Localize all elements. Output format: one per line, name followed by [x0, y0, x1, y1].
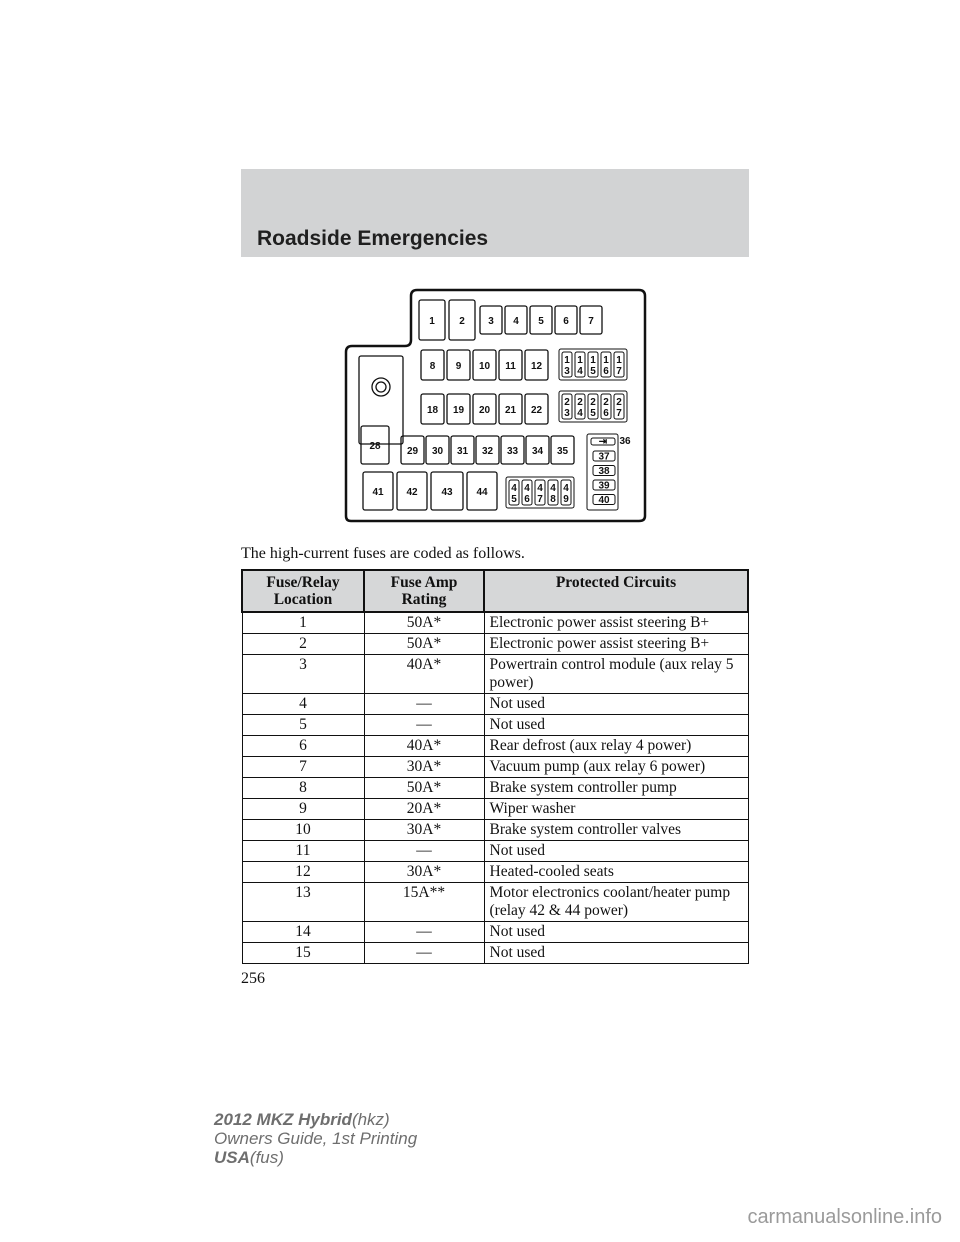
fuse-table — [241, 569, 749, 964]
cell-location: 2 — [242, 634, 364, 655]
cell-circuits: Not used — [484, 715, 748, 736]
mini-fuse-label: 2 — [577, 397, 583, 408]
cell-rating: 30A* — [364, 862, 484, 883]
table-row — [242, 841, 748, 862]
fuse-label: 33 — [506, 446, 519, 457]
fuse-label: 35 — [556, 446, 569, 457]
fuse-label: 19 — [452, 405, 465, 416]
table-row — [242, 655, 748, 694]
cell-location: 4 — [242, 694, 364, 715]
fuse-label: 43 — [441, 487, 453, 498]
mini-fuse-label: 6 — [603, 366, 609, 377]
cell-rating: — — [364, 943, 484, 964]
cell-circuits: Electronic power assist steering B+ — [484, 634, 748, 655]
mini-fuse-label: 2 — [564, 397, 570, 408]
cell-circuits: Wiper washer — [484, 799, 748, 820]
page-number: 256 — [241, 970, 265, 987]
mini-fuse-label: 1 — [603, 355, 609, 366]
cell-rating: 40A* — [364, 655, 484, 694]
fuse-label: 29 — [406, 446, 419, 457]
fuse-label: 11 — [505, 361, 516, 372]
table-row — [242, 862, 748, 883]
cell-circuits: Not used — [484, 922, 748, 943]
cell-location: 1 — [242, 612, 364, 634]
table-row — [242, 820, 748, 841]
table-row — [242, 757, 748, 778]
cell-circuits: Heated-cooled seats — [484, 862, 748, 883]
fuse-label: 6 — [563, 316, 569, 327]
mini-fuse-label: 1 — [616, 355, 622, 366]
fuse-label: 4 — [513, 316, 519, 327]
relay-label: 37 — [598, 451, 610, 463]
fuse-box-diagram — [343, 286, 648, 524]
mini-fuse-label: 8 — [550, 494, 556, 505]
footer-region: USA — [214, 1148, 250, 1167]
relay-label: 40 — [598, 495, 610, 506]
header-rating: Fuse Amp Rating — [364, 570, 484, 612]
cell-circuits: Powertrain control module (aux relay 5 power) — [484, 655, 748, 694]
mini-fuse-label: 1 — [577, 355, 583, 366]
mini-fuse-label: 2 — [603, 397, 609, 408]
fuse-label: 3 — [488, 316, 494, 327]
mini-fuse-label: 4 — [577, 408, 583, 419]
fuse-label: 22 — [530, 405, 543, 416]
cell-rating: — — [364, 922, 484, 943]
cell-circuits: Brake system controller pump — [484, 778, 748, 799]
relay-label: 39 — [598, 480, 610, 492]
cell-rating: 50A* — [364, 634, 484, 655]
fuse-label: 21 — [504, 405, 517, 416]
table-row — [242, 943, 748, 964]
table-row — [242, 922, 748, 943]
cell-circuits: Not used — [484, 841, 748, 862]
cell-location: 5 — [242, 715, 364, 736]
fuse-label: 44 — [476, 487, 488, 498]
table-row — [242, 694, 748, 715]
document-footer — [214, 1110, 417, 1167]
cell-circuits: Vacuum pump (aux relay 6 power) — [484, 757, 748, 778]
fuse-label: 10 — [478, 361, 491, 372]
footer-model: 2012 MKZ Hybrid — [214, 1110, 352, 1129]
table-row — [242, 634, 748, 655]
mini-fuse-label: 9 — [563, 494, 569, 505]
footer-model-code: (hkz) — [351, 1110, 390, 1129]
cell-rating: 30A* — [364, 757, 484, 778]
cell-location: 12 — [242, 862, 364, 883]
fuse-label: 34 — [531, 446, 544, 457]
mini-fuse-label: 1 — [564, 355, 570, 366]
fuse-label: 42 — [406, 487, 418, 498]
mini-fuse-label: 3 — [564, 366, 570, 377]
fuse-label: 28 — [369, 441, 381, 452]
cell-circuits: Not used — [484, 694, 748, 715]
mini-fuse-label: 4 — [511, 483, 517, 494]
cell-location: 10 — [242, 820, 364, 841]
cell-rating: 20A* — [364, 799, 484, 820]
cell-circuits: Not used — [484, 943, 748, 964]
mini-fuse-label: 4 — [550, 483, 556, 494]
mini-fuse-label: 4 — [563, 483, 569, 494]
cell-rating: — — [364, 694, 484, 715]
cell-location: 13 — [242, 883, 364, 922]
mini-fuse-label: 4 — [577, 366, 583, 377]
mini-fuse-label: 2 — [590, 397, 596, 408]
mini-fuse-label: 7 — [537, 494, 543, 505]
cell-location: 11 — [242, 841, 364, 862]
mini-fuse-label: 5 — [590, 366, 596, 377]
fuse-label: 20 — [478, 405, 491, 416]
fuse-label: 41 — [372, 487, 384, 498]
table-row — [242, 736, 748, 757]
footer-edition: Owners Guide, 1st Printing — [214, 1129, 418, 1148]
cell-circuits: Brake system controller valves — [484, 820, 748, 841]
table-row — [242, 778, 748, 799]
cell-rating: 50A* — [364, 778, 484, 799]
intro-text: The high-current fuses are coded as follows. — [241, 545, 525, 562]
cell-location: 15 — [242, 943, 364, 964]
relay-stack-label: 36 — [619, 436, 631, 447]
mini-fuse-label: 4 — [524, 483, 530, 494]
cell-rating: 15A** — [364, 883, 484, 922]
mini-fuse-label: 6 — [524, 494, 530, 505]
cell-rating: — — [364, 715, 484, 736]
relay-direction-icon: ⇥ — [598, 436, 608, 448]
watermark: carmanualsonline.info — [747, 1206, 942, 1228]
mini-fuse-label: 4 — [537, 483, 543, 494]
mini-fuse-label: 3 — [564, 408, 570, 419]
fuse-label: 7 — [588, 316, 594, 327]
cell-location: 14 — [242, 922, 364, 943]
mini-fuse-label: 7 — [616, 408, 622, 419]
fuse-label: 32 — [481, 446, 494, 457]
fuse-label: 30 — [431, 446, 444, 457]
cell-location: 8 — [242, 778, 364, 799]
mini-fuse-label: 2 — [616, 397, 622, 408]
mini-fuse-label: 5 — [590, 408, 596, 419]
fuse-label: 8 — [429, 361, 436, 372]
fuse-label: 18 — [426, 405, 439, 416]
cell-circuits: Electronic power assist steering B+ — [484, 612, 748, 634]
table-header-row — [242, 570, 748, 612]
cell-location: 9 — [242, 799, 364, 820]
cell-location: 6 — [242, 736, 364, 757]
section-header — [241, 169, 749, 257]
fuse-label: 9 — [455, 361, 462, 372]
fuse-label: 31 — [456, 446, 469, 457]
header-circuits: Protected Circuits — [484, 570, 748, 612]
section-title: Roadside Emergencies — [257, 227, 489, 250]
cell-rating: — — [364, 841, 484, 862]
table-row — [242, 799, 748, 820]
fuse-label: 1 — [429, 316, 435, 327]
cell-location: 3 — [242, 655, 364, 694]
cell-location: 7 — [242, 757, 364, 778]
mini-fuse-label: 1 — [590, 355, 596, 366]
cell-rating: 40A* — [364, 736, 484, 757]
cell-rating: 30A* — [364, 820, 484, 841]
fuse-label: 5 — [538, 316, 544, 327]
mini-fuse-label: 7 — [616, 366, 622, 377]
footer-region-code: (fus) — [249, 1148, 284, 1167]
fuse-label: 12 — [530, 361, 543, 372]
table-row — [242, 715, 748, 736]
cell-circuits: Motor electronics coolant/heater pump (relay 42 & 44 power) — [484, 883, 748, 922]
mini-fuse-label: 6 — [603, 408, 609, 419]
mini-fuse-label: 5 — [511, 494, 517, 505]
cell-rating: 50A* — [364, 612, 484, 634]
table-row — [242, 883, 748, 922]
table-row — [242, 612, 748, 634]
cell-circuits: Rear defrost (aux relay 4 power) — [484, 736, 748, 757]
relay-label: 38 — [598, 466, 610, 477]
fuse-label: 2 — [459, 316, 465, 327]
header-location: Fuse/Relay Location — [242, 570, 364, 612]
